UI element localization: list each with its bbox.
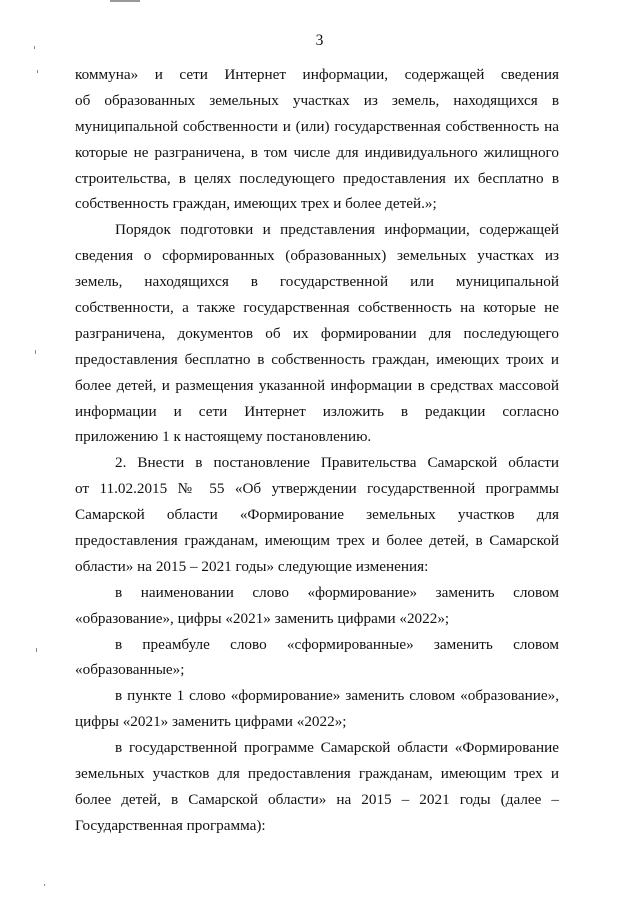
text-line: Самарской области «Формирование земельных участков для [75,506,559,524]
text-line: в преамбуле слово «сформированные» заменить словом [115,635,559,653]
text-line: цифры «2021» заменить цифрами «2022»; [75,713,347,731]
text-line: от 11.02.2015 № 55 «Об утверждении государственной программы [75,480,559,498]
text-line: которые не разграничена, в том числе для индивидуального жилищного [75,143,559,161]
text-line: области» на 2015 – 2021 годы» следующие изменения: [75,557,429,575]
text-line: информации и сети Интернет изложить в редакции согласно [75,402,559,420]
page-number: 3 [315,32,324,49]
text-line: более детей, в Самарской области» на 2015 – 2021 годы (далее – [75,790,559,808]
text-line: сведения о сформированных (образованных) земельных участках из [75,247,559,265]
text-line: коммуна» и сети Интернет информации, содержащей сведения [75,66,559,83]
text-line: в пункте 1 слово «формирование» заменить словом «образование», [115,687,559,705]
document-body [75,62,559,839]
text-line: приложению 1 к настоящему постановлению. [75,428,372,446]
text-line: земель, находящихся в государственной или муниципальной [75,273,559,291]
text-line: предоставления бесплатно в собственность граждан, имеющих троих и [75,350,559,368]
text-line: более детей, и размещения указанной информации в средствах массовой [75,376,559,394]
text-line: 2. Внести в постановление Правительства Самарской области [115,454,559,472]
text-line: предоставления гражданам, имеющим трех и более детей, в Самарской [75,532,559,550]
text-line: Государственная программа): [75,816,266,834]
text-line: собственность граждан, имеющих трех и более детей.»; [75,195,437,213]
scan-artifact [110,0,140,2]
text-line: разграничена, документов об их формировании для последующего [75,324,559,342]
text-line: собственности, а также государственная собственность на которые не [75,299,559,317]
text-line: Порядок подготовки и представления информации, содержащей [115,221,559,239]
text-line: об образованных земельных участках из земель, находящихся в [75,91,559,109]
text-line: в наименовании слово «формирование» заменить словом [115,583,559,601]
text-line: муниципальной собственности и (или) государственная собственность на [75,117,559,135]
text-line: земельных участков для предоставления гражданам, имеющим трех и [75,765,559,783]
text-line: в государственной программе Самарской области «Формирование [115,739,559,757]
text-line: строительства, в целях последующего предоставления их бесплатно в [75,169,559,187]
text-line: «образование», цифры «2021» заменить цифрами «2022»; [75,609,450,627]
text-line: «образованные»; [75,661,185,679]
